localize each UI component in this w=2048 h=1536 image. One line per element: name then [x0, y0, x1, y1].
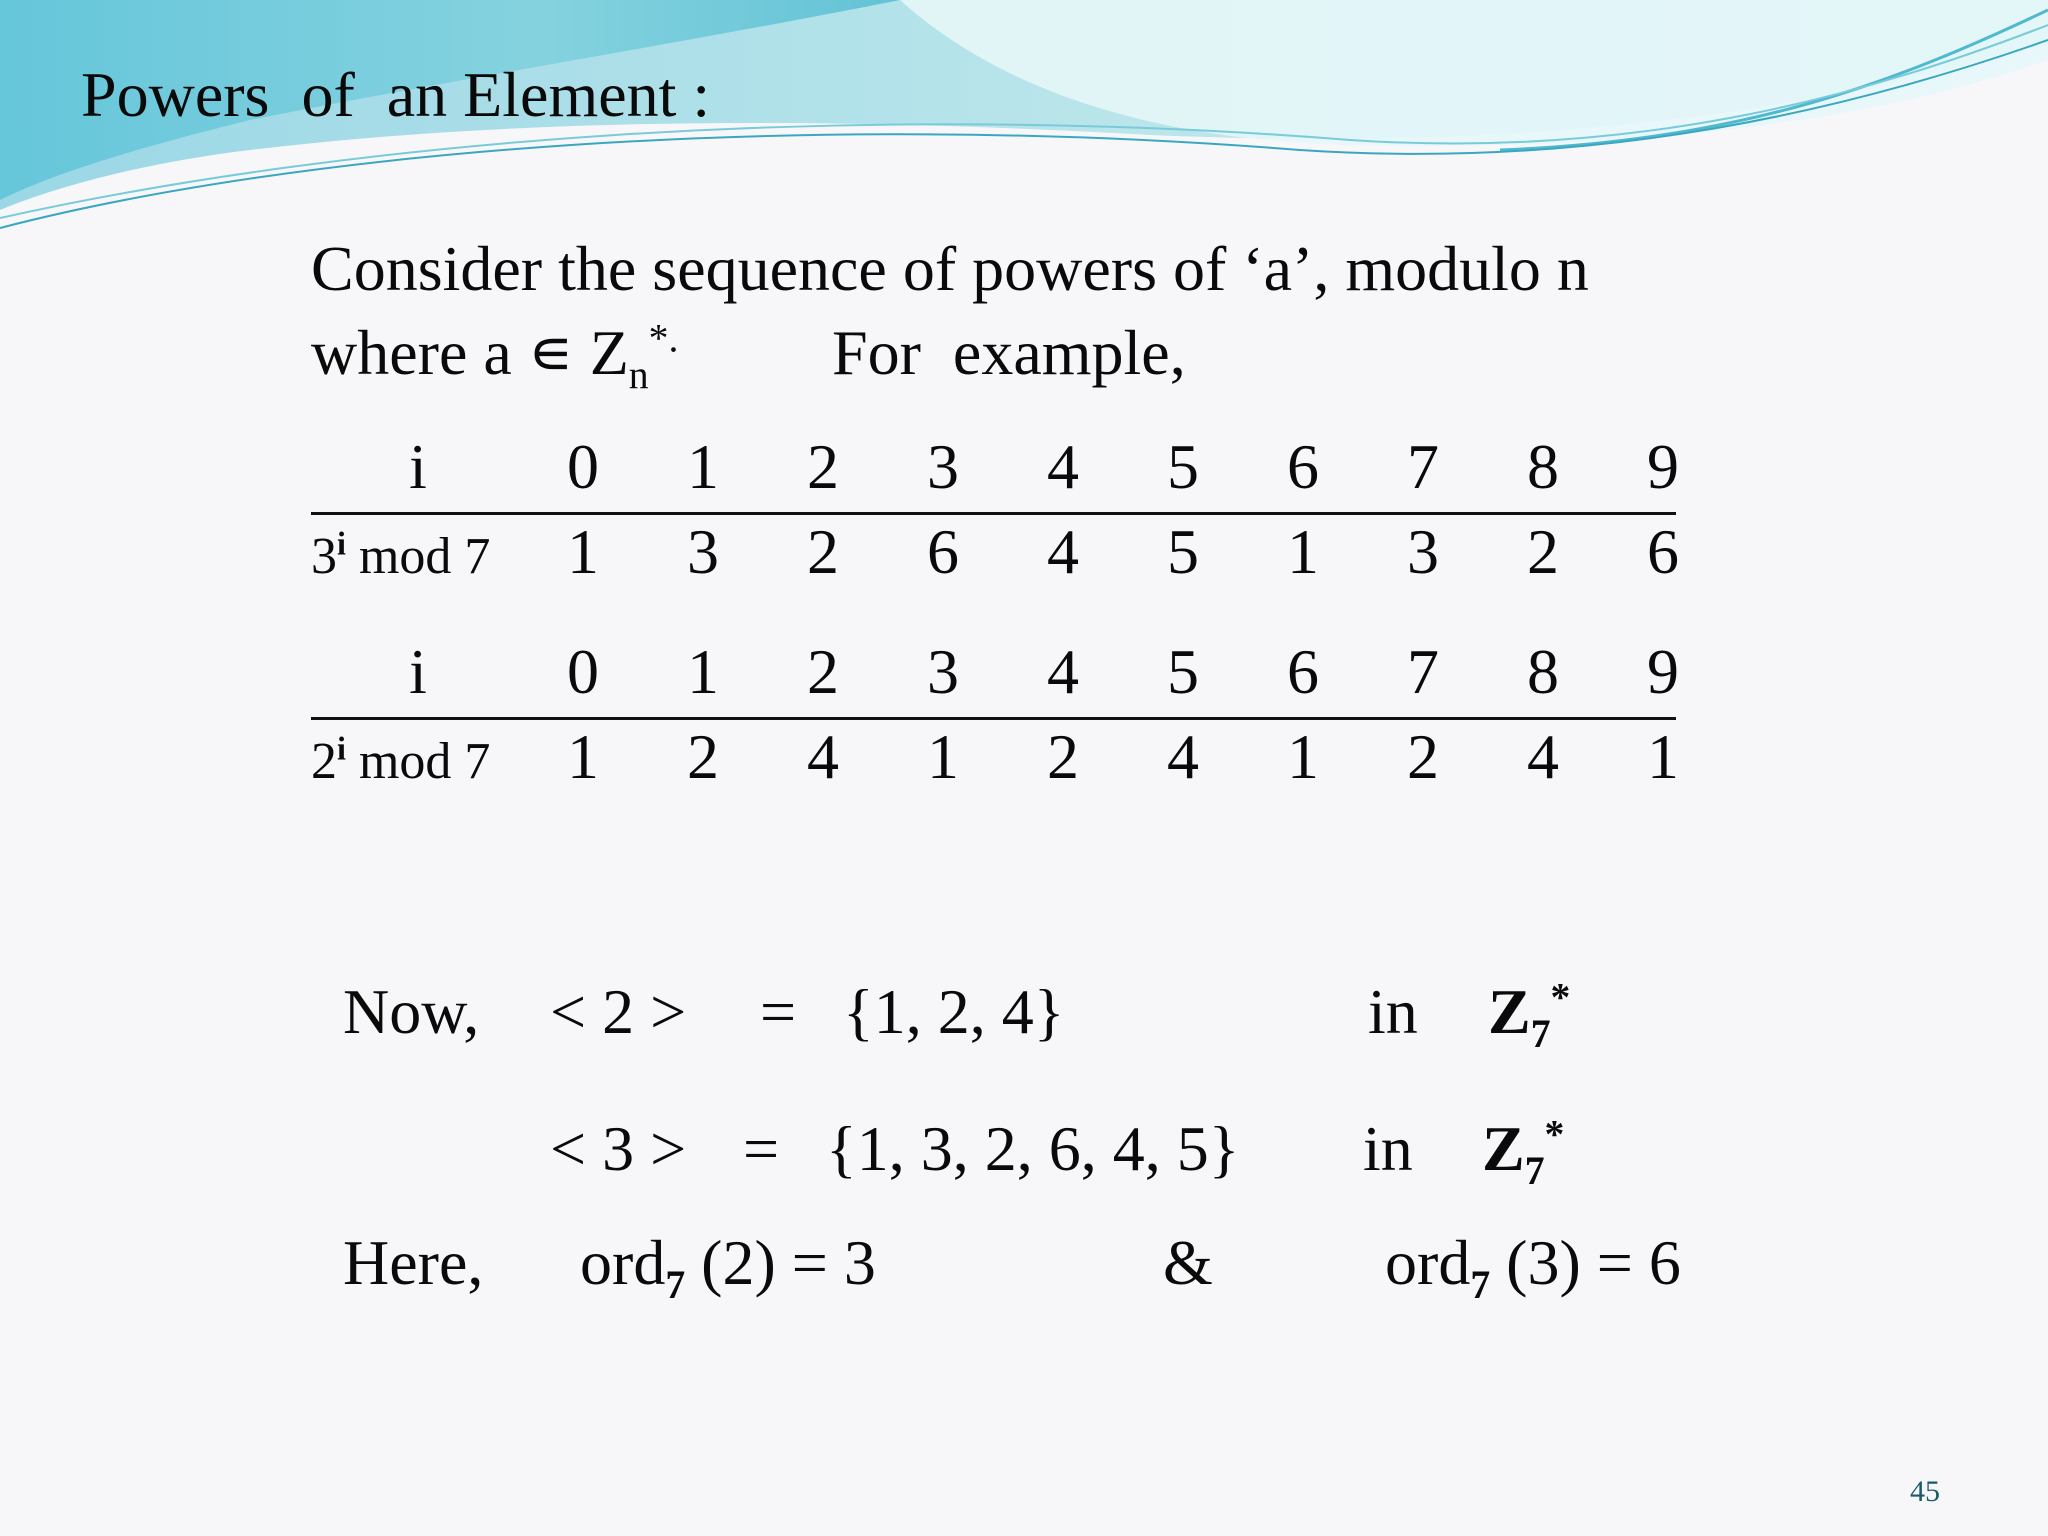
- equals-sign: =: [743, 1113, 780, 1184]
- in-keyword: in: [1363, 1113, 1413, 1184]
- ord-subscript: 7: [1470, 1262, 1491, 1307]
- intro-line-2-sup: *.: [648, 316, 679, 361]
- here-label: Here,: [343, 1227, 484, 1298]
- table-index-cell: 1: [687, 431, 719, 502]
- intro-line-1: Consider the sequence of powers of ‘a’, modulo n: [311, 233, 1589, 304]
- table-index-cell: 5: [1167, 431, 1199, 502]
- table-index-cell: 0: [567, 431, 599, 502]
- table-value-cell: 3: [687, 516, 719, 587]
- powers-table-3: [311, 430, 1679, 597]
- group-superscript: *: [1550, 975, 1571, 1020]
- table-index-cell: 6: [1287, 431, 1319, 502]
- group-z7-star: [1482, 1112, 1565, 1193]
- order-of-3: [1385, 1226, 1681, 1307]
- table-value-cell: 4: [1527, 721, 1559, 792]
- row-base: 3: [311, 528, 337, 585]
- table-index-cell: 8: [1527, 431, 1559, 502]
- ord-value: (2) = 3: [685, 1227, 876, 1298]
- table-index-cell: 7: [1407, 636, 1439, 707]
- table-value-cell: 2: [807, 516, 839, 587]
- table-value-cell: 2: [1047, 721, 1079, 792]
- group-subscript: 7: [1524, 1148, 1545, 1193]
- table-value-cell: 5: [1167, 516, 1199, 587]
- subgroup-2-set: {1, 2, 4}: [843, 976, 1065, 1047]
- group-z7-star: [1488, 975, 1571, 1056]
- table-value-cell: 6: [1647, 516, 1679, 587]
- ord-text: ord: [1385, 1227, 1471, 1298]
- table-index-cell: 4: [1047, 636, 1079, 707]
- generator-3: < 3 >: [550, 1113, 687, 1184]
- table-index-cell: 3: [927, 636, 959, 707]
- table-index-cell: 2: [807, 636, 839, 707]
- table-index-cell: 3: [927, 431, 959, 502]
- ord-value: (3) = 6: [1490, 1227, 1681, 1298]
- table-index-cell: 8: [1527, 636, 1559, 707]
- ord-text: ord: [580, 1227, 666, 1298]
- table-value-cell: 6: [927, 516, 959, 587]
- intro-line-2-prefix: where a ∊ Z: [311, 317, 629, 388]
- row-base: 2: [311, 733, 337, 790]
- table-row-label: [311, 527, 490, 586]
- row-mod: mod 7: [345, 733, 491, 790]
- intro-line-2-sub: n: [628, 352, 649, 397]
- now-label: Now,: [343, 976, 480, 1047]
- table-value-cell: 2: [1407, 721, 1439, 792]
- page-number: 45: [1910, 1475, 1940, 1508]
- table-value-row: [311, 515, 1679, 597]
- table-index-cell: 9: [1647, 636, 1679, 707]
- table-index-cell: 2: [807, 431, 839, 502]
- subgroup-3-set: {1, 3, 2, 6, 4, 5}: [826, 1113, 1240, 1184]
- table-header-label: i: [409, 431, 427, 502]
- table-value-cell: 1: [567, 721, 599, 792]
- table-value-cell: 2: [1527, 516, 1559, 587]
- in-keyword: in: [1368, 976, 1418, 1047]
- group-symbol: Z: [1488, 976, 1531, 1047]
- row-mod: mod 7: [345, 528, 491, 585]
- slide-title: Powers of an Element :: [81, 59, 711, 130]
- row-exponent: i: [337, 730, 346, 767]
- table-index-cell: 0: [567, 636, 599, 707]
- table-row-label: [311, 732, 490, 791]
- table-index-cell: 1: [687, 636, 719, 707]
- intro-line-2: [311, 316, 679, 397]
- table-value-cell: 1: [567, 516, 599, 587]
- group-subscript: 7: [1530, 1011, 1551, 1056]
- table-value-cell: 4: [1047, 516, 1079, 587]
- table-value-row: [311, 720, 1679, 802]
- table-header-row: [311, 635, 1679, 720]
- order-of-2: [580, 1226, 876, 1307]
- row-exponent: i: [337, 525, 346, 562]
- intro-line-2-suffix: For example,: [832, 317, 1186, 388]
- equals-sign: =: [760, 976, 797, 1047]
- table-header-label: i: [409, 636, 427, 707]
- table-header-row: [311, 430, 1679, 515]
- table-index-cell: 5: [1167, 636, 1199, 707]
- table-value-cell: 3: [1407, 516, 1439, 587]
- table-index-cell: 6: [1287, 636, 1319, 707]
- powers-table-2: [311, 635, 1679, 802]
- table-value-cell: 1: [1287, 721, 1319, 792]
- table-value-cell: 4: [807, 721, 839, 792]
- table-value-cell: 1: [1647, 721, 1679, 792]
- table-value-cell: 4: [1167, 721, 1199, 792]
- table-index-cell: 7: [1407, 431, 1439, 502]
- table-index-cell: 9: [1647, 431, 1679, 502]
- table-value-cell: 1: [1287, 516, 1319, 587]
- table-value-cell: 2: [687, 721, 719, 792]
- ampersand: &: [1163, 1227, 1213, 1298]
- group-symbol: Z: [1482, 1113, 1525, 1184]
- table-index-cell: 4: [1047, 431, 1079, 502]
- ord-subscript: 7: [665, 1262, 686, 1307]
- group-superscript: *: [1544, 1112, 1565, 1157]
- table-value-cell: 1: [927, 721, 959, 792]
- generator-2: < 2 >: [550, 976, 687, 1047]
